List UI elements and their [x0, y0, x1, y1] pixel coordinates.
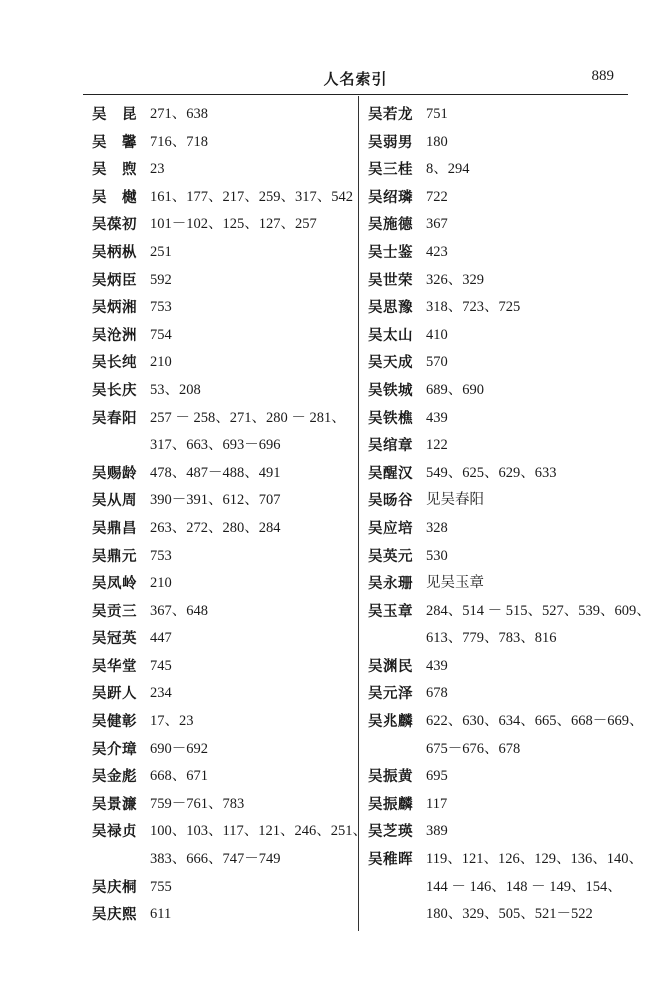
index-entry [92, 322, 354, 350]
index-entry [92, 874, 354, 902]
index-entry [92, 543, 354, 571]
page-references: 234 [150, 685, 172, 702]
person-name: 吴长纯 [92, 354, 137, 372]
page-references: 613、779、783、816 [426, 630, 557, 647]
index-entry [368, 818, 630, 846]
page-references: 180、329、505、521－522 [426, 906, 593, 923]
page-references: 754 [150, 326, 172, 343]
page-references: 见吴春阳 [426, 492, 484, 509]
index-entry [368, 708, 644, 763]
page-references: 678 [426, 685, 448, 702]
person-name: 吴思豫 [368, 299, 413, 317]
index-column-left [92, 101, 367, 929]
person-name: 吴玉章 [368, 602, 413, 620]
person-name: 吴 昆 [92, 106, 137, 123]
page-references: 263、272、280、284 [150, 519, 281, 536]
index-entry [368, 101, 630, 129]
page-references: 751 [426, 106, 448, 122]
person-name: 吴三桂 [368, 161, 413, 179]
page-references: 690－692 [150, 740, 208, 757]
person-name: 吴华堂 [92, 657, 137, 675]
index-entry [92, 736, 354, 764]
index-entry [92, 239, 354, 267]
person-name: 吴趼人 [92, 685, 137, 703]
index-entry [368, 653, 630, 681]
page-references: 122 [426, 437, 448, 454]
person-name: 吴醒汉 [368, 464, 413, 482]
running-title: 人名索引 [323, 70, 388, 88]
page-references: 见吴玉章 [426, 575, 484, 592]
index-entry [92, 598, 354, 626]
person-name: 吴冠英 [92, 630, 137, 648]
person-name: 吴元泽 [368, 685, 413, 703]
index-entry [92, 653, 354, 681]
page-references: 23 [150, 161, 165, 178]
page-references: 161、177、217、259、317、542 [150, 188, 353, 205]
page-references: 100、103、117、121、246、251、 [150, 823, 367, 840]
index-entry [92, 184, 354, 212]
page-references: 689、690 [426, 381, 484, 398]
person-name: 吴春阳 [92, 409, 137, 427]
person-name: 吴振麟 [368, 795, 413, 813]
page-references: 753 [150, 299, 172, 316]
page-references: 284、514 － 515、527、539、609、 [426, 602, 651, 619]
index-entry [92, 901, 354, 929]
person-name: 吴禄贞 [92, 823, 137, 841]
index-entry [368, 680, 630, 708]
page-references: 271、638 [150, 106, 208, 122]
page-references: 745 [150, 657, 172, 674]
page-references: 328 [426, 519, 448, 536]
index-entry [92, 294, 354, 322]
person-name: 吴兆麟 [368, 713, 413, 731]
person-name: 吴景濂 [92, 795, 137, 813]
page-references: 447 [150, 630, 172, 647]
page-references: 611 [150, 906, 172, 923]
person-name: 吴鼎昌 [92, 519, 137, 537]
person-name: 吴凤岭 [92, 575, 137, 593]
index-entry [368, 460, 630, 488]
person-name: 吴太山 [368, 326, 413, 344]
page-references: 17、23 [150, 713, 194, 730]
page-references: 318、723、725 [426, 299, 521, 316]
person-name: 吴芝瑛 [368, 823, 413, 841]
page-references: 383、666、747－749 [150, 851, 281, 868]
page-references: 675－676、678 [426, 740, 521, 757]
page-references: 389 [426, 823, 448, 840]
index-entry [92, 129, 354, 157]
person-name: 吴铁樵 [368, 409, 413, 427]
page-references: 439 [426, 657, 448, 674]
index-entry [92, 101, 354, 129]
person-name: 吴金彪 [92, 768, 137, 786]
index-entry [92, 460, 354, 488]
person-name: 吴健彰 [92, 713, 137, 731]
page-references: 251 [150, 243, 172, 260]
page-references: 570 [426, 354, 448, 371]
person-name: 吴从周 [92, 492, 137, 510]
page-references: 390－391、612、707 [150, 492, 281, 509]
header-rule [83, 94, 628, 95]
page-references: 592 [150, 271, 172, 288]
index-entry [368, 129, 630, 157]
index-entry [92, 625, 354, 653]
person-name: 吴赐龄 [92, 464, 137, 482]
page-references: 210 [150, 354, 172, 371]
index-entry [368, 487, 630, 515]
index-entry [368, 156, 630, 184]
index-entry [368, 763, 630, 791]
index-entry [368, 432, 630, 460]
page-references: 668、671 [150, 768, 208, 785]
page-references: 257 － 258、271、280 － 281、 [150, 409, 346, 426]
page-references: 144 － 146、148 － 149、154、 [426, 878, 622, 895]
page-references: 695 [426, 768, 448, 785]
index-entry [368, 211, 630, 239]
index-entry [368, 791, 630, 819]
page-references: 759－761、783 [150, 795, 245, 812]
index-entry [92, 515, 354, 543]
page-references: 439 [426, 409, 448, 426]
person-name: 吴炳湘 [92, 299, 137, 317]
index-entry [92, 791, 354, 819]
person-name: 吴庆桐 [92, 878, 137, 896]
index-entry [368, 267, 630, 295]
person-name: 吴柄枞 [92, 243, 137, 261]
page-references: 367、648 [150, 602, 208, 619]
index-entry [92, 377, 354, 405]
index-entry [368, 239, 630, 267]
person-name: 吴施德 [368, 216, 413, 234]
page-references: 530 [426, 547, 448, 564]
person-name: 吴 煦 [92, 161, 137, 179]
index-entry [368, 377, 630, 405]
person-name: 吴旸谷 [368, 492, 413, 510]
person-name: 吴鼎元 [92, 547, 137, 565]
person-name: 吴炳臣 [92, 271, 137, 289]
person-name: 吴弱男 [368, 133, 413, 151]
person-name: 吴庆熙 [92, 906, 137, 924]
page-references: 622、630、634、665、668－669、 [426, 713, 644, 730]
person-name: 吴长庆 [92, 381, 137, 399]
index-entry [92, 708, 354, 736]
person-name: 吴稚晖 [368, 851, 413, 869]
index-entry [368, 405, 630, 433]
index-entry [368, 184, 630, 212]
person-name: 吴永珊 [368, 575, 413, 593]
index-entry [92, 818, 367, 873]
page-references: 716、718 [150, 133, 208, 150]
person-name: 吴绾章 [368, 437, 413, 455]
person-name: 吴贡三 [92, 602, 137, 620]
person-name: 吴天成 [368, 354, 413, 372]
page-references: 117 [426, 795, 448, 812]
index-entry [92, 680, 354, 708]
index-entry [368, 598, 651, 653]
page-references: 423 [426, 243, 448, 260]
column-divider [358, 96, 359, 931]
page-references: 210 [150, 575, 172, 592]
person-name: 吴介璋 [92, 740, 137, 758]
page-references: 53、208 [150, 381, 201, 398]
index-entry [92, 267, 354, 295]
index-entry [92, 763, 354, 791]
page-references: 180 [426, 133, 448, 150]
person-name: 吴绍璘 [368, 188, 413, 206]
index-entry [368, 543, 630, 571]
page-number: 889 [591, 68, 614, 84]
person-name: 吴 馨 [92, 133, 137, 151]
page-references: 755 [150, 878, 172, 895]
page-references: 8、294 [426, 161, 470, 178]
index-column-right [368, 101, 651, 929]
index-entry [368, 515, 630, 543]
index-entry [92, 156, 354, 184]
page-references: 410 [426, 326, 448, 343]
person-name: 吴渊民 [368, 657, 413, 675]
index-entry [92, 487, 354, 515]
page-references: 101－102、125、127、257 [150, 216, 317, 233]
page-references: 549、625、629、633 [426, 464, 557, 481]
index-entry [92, 570, 354, 598]
page-references: 478、487－488、491 [150, 464, 281, 481]
index-entry [368, 846, 643, 929]
index-entry [92, 211, 354, 239]
person-name: 吴若龙 [368, 106, 413, 123]
person-name: 吴应培 [368, 519, 413, 537]
page-header [83, 62, 628, 92]
index-entry [92, 405, 354, 460]
person-name: 吴铁城 [368, 381, 413, 399]
person-name: 吴振黄 [368, 768, 413, 786]
page-references: 119、121、126、129、136、140、 [426, 851, 643, 868]
page-references: 722 [426, 188, 448, 205]
index-entry [368, 349, 630, 377]
index-entry [368, 322, 630, 350]
person-name: 吴葆初 [92, 216, 137, 234]
page-references: 326、329 [426, 271, 484, 288]
person-name: 吴 樾 [92, 188, 137, 206]
index-entry [92, 349, 354, 377]
page-references: 753 [150, 547, 172, 564]
index-entry [368, 294, 630, 322]
index-entry [368, 570, 630, 598]
person-name: 吴英元 [368, 547, 413, 565]
person-name: 吴沧洲 [92, 326, 137, 344]
page-references: 367 [426, 216, 448, 233]
person-name: 吴世荣 [368, 271, 413, 289]
page-references: 317、663、693－696 [150, 437, 281, 454]
person-name: 吴士鉴 [368, 243, 413, 261]
